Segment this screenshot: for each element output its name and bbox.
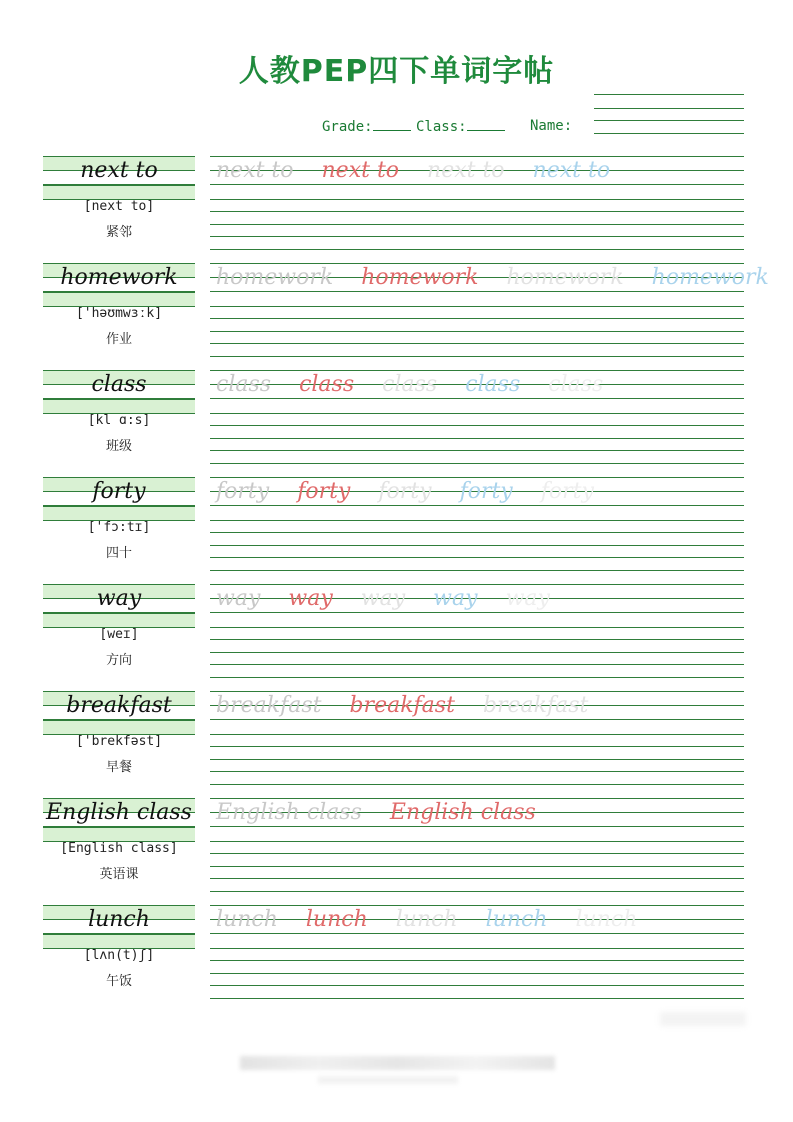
trace-word: homework <box>651 265 769 290</box>
trace-word: lunch <box>216 907 278 932</box>
practice-line <box>210 331 744 332</box>
word-label: forty <box>92 479 146 504</box>
trace-word: lunch <box>485 907 548 932</box>
phonetic-label: ['həʊmwɜːk] <box>75 306 163 321</box>
practice-line <box>210 343 744 344</box>
footer-watermark-sub <box>318 1076 458 1084</box>
meaning-label: 午饭 <box>105 974 132 989</box>
practice-line <box>210 998 744 999</box>
practice-line <box>210 973 744 974</box>
practice-line <box>210 841 744 842</box>
word-writing-box <box>43 798 195 842</box>
lower-band <box>43 614 195 628</box>
meaning-label: 作业 <box>105 332 132 347</box>
name-field <box>530 118 572 134</box>
word-writing-box <box>43 263 195 307</box>
practice-line <box>210 532 744 533</box>
word-label: breakfast <box>66 693 172 718</box>
practice-line <box>210 570 744 571</box>
practice-line <box>210 224 744 225</box>
trace-word: homework <box>361 265 479 290</box>
trace-words <box>216 264 793 292</box>
trace-word: class <box>465 372 521 397</box>
lower-band <box>43 828 195 842</box>
trace-words <box>216 478 622 506</box>
practice-line <box>210 771 744 772</box>
practice-line <box>210 652 744 653</box>
trace-word: forty <box>540 479 594 504</box>
meaning-label: 英语课 <box>99 867 139 882</box>
practice-line <box>210 356 744 357</box>
practice-line <box>210 664 744 665</box>
trace-word: homework <box>506 265 624 290</box>
lower-band <box>43 935 195 949</box>
lower-band <box>43 400 195 414</box>
trace-word: lunch <box>305 907 368 932</box>
lower-band <box>43 721 195 735</box>
trace-words <box>216 585 578 613</box>
trace-word: lunch <box>575 907 638 932</box>
word-label: lunch <box>88 907 150 932</box>
trace-words <box>216 157 638 185</box>
trace-word: forty <box>216 479 270 504</box>
grade-label: Grade: <box>322 119 373 135</box>
class-field <box>416 118 505 135</box>
practice-line <box>210 438 744 439</box>
word-label: homework <box>60 265 178 290</box>
word-label: way <box>96 586 142 611</box>
practice-line <box>210 627 744 628</box>
trace-word: next to <box>321 158 400 183</box>
phonetic-label: [weɪ] <box>99 627 139 642</box>
page-title: 人教PEP四下单词字帖 <box>238 54 555 89</box>
phonetic-label: [English class] <box>60 841 178 856</box>
practice-line <box>210 960 744 961</box>
phonetic-label: ['brekfəst] <box>75 734 163 749</box>
trace-word: class <box>382 372 438 397</box>
practice-line <box>210 450 744 451</box>
practice-line <box>210 306 744 307</box>
lower-band <box>43 186 195 200</box>
practice-line <box>210 948 744 949</box>
trace-word: English class <box>216 800 362 825</box>
practice-line <box>210 891 744 892</box>
word-row <box>0 584 793 691</box>
meaning-label: 方向 <box>105 653 132 668</box>
word-row <box>0 905 793 1012</box>
trace-word: way <box>505 586 550 611</box>
class-label: Class: <box>416 119 467 135</box>
trace-word: English class <box>389 800 536 825</box>
practice-line <box>210 318 744 319</box>
practice-line <box>210 784 744 785</box>
word-writing-box <box>43 370 195 414</box>
trace-word: next to <box>216 158 294 183</box>
trace-word: class <box>548 372 604 397</box>
watermark-blur <box>660 1012 746 1026</box>
trace-words <box>216 906 665 934</box>
trace-word: breakfast <box>349 693 455 718</box>
meaning-label: 紧邻 <box>105 225 132 240</box>
practice-line <box>210 425 744 426</box>
trace-word: class <box>299 372 355 397</box>
trace-word: next to <box>532 158 611 183</box>
word-row <box>0 477 793 584</box>
trace-word: lunch <box>395 907 458 932</box>
trace-word: breakfast <box>482 693 589 718</box>
word-row <box>0 156 793 263</box>
word-writing-box <box>43 905 195 949</box>
trace-word: way <box>433 586 478 611</box>
trace-word: class <box>216 372 272 397</box>
practice-line <box>210 413 744 414</box>
trace-word: way <box>216 586 261 611</box>
phonetic-label: [kl ɑ:s] <box>87 413 151 428</box>
word-writing-box <box>43 691 195 735</box>
practice-line <box>210 639 744 640</box>
phonetic-label: ['fɔ:tɪ] <box>87 520 151 535</box>
class-blank[interactable] <box>467 118 505 131</box>
practice-line <box>210 545 744 546</box>
practice-line <box>210 557 744 558</box>
meaning-label: 四十 <box>105 546 132 561</box>
practice-line <box>210 878 744 879</box>
meaning-label: 班级 <box>105 439 132 454</box>
word-label: next to <box>80 158 158 183</box>
phonetic-label: [lʌn(t)ʃ] <box>83 948 155 963</box>
trace-word: forty <box>378 479 432 504</box>
grade-field <box>322 118 411 135</box>
trace-word: way <box>288 586 333 611</box>
practice-line <box>210 199 744 200</box>
practice-line <box>210 853 744 854</box>
practice-line <box>210 211 744 212</box>
practice-line <box>210 746 744 747</box>
word-row <box>0 263 793 370</box>
practice-line <box>210 759 744 760</box>
grade-blank[interactable] <box>373 118 411 131</box>
trace-word: forty <box>297 479 351 504</box>
lower-band <box>43 293 195 307</box>
practice-line <box>210 866 744 867</box>
practice-line <box>210 985 744 986</box>
trace-words <box>216 799 564 827</box>
word-row <box>0 370 793 477</box>
word-label: English class <box>46 800 192 825</box>
phonetic-label: [next to] <box>83 199 155 214</box>
meaning-label: 早餐 <box>105 760 132 775</box>
practice-line <box>210 463 744 464</box>
word-writing-box <box>43 584 195 628</box>
trace-word: breakfast <box>216 693 322 718</box>
trace-word: next to <box>427 158 505 183</box>
word-label: class <box>91 372 147 397</box>
trace-words <box>216 692 616 720</box>
practice-line <box>210 236 744 237</box>
footer-watermark <box>240 1056 555 1070</box>
word-row <box>0 798 793 905</box>
word-writing-box <box>43 477 195 521</box>
name-label: Name: <box>530 118 573 134</box>
word-writing-box <box>43 156 195 200</box>
trace-word: way <box>360 586 406 611</box>
trace-word: forty <box>459 479 513 504</box>
practice-line <box>210 249 744 250</box>
lower-band <box>43 507 195 521</box>
practice-line <box>210 734 744 735</box>
trace-word: homework <box>216 265 334 290</box>
practice-line <box>210 520 744 521</box>
trace-words <box>216 371 631 399</box>
practice-line <box>210 677 744 678</box>
word-row <box>0 691 793 798</box>
